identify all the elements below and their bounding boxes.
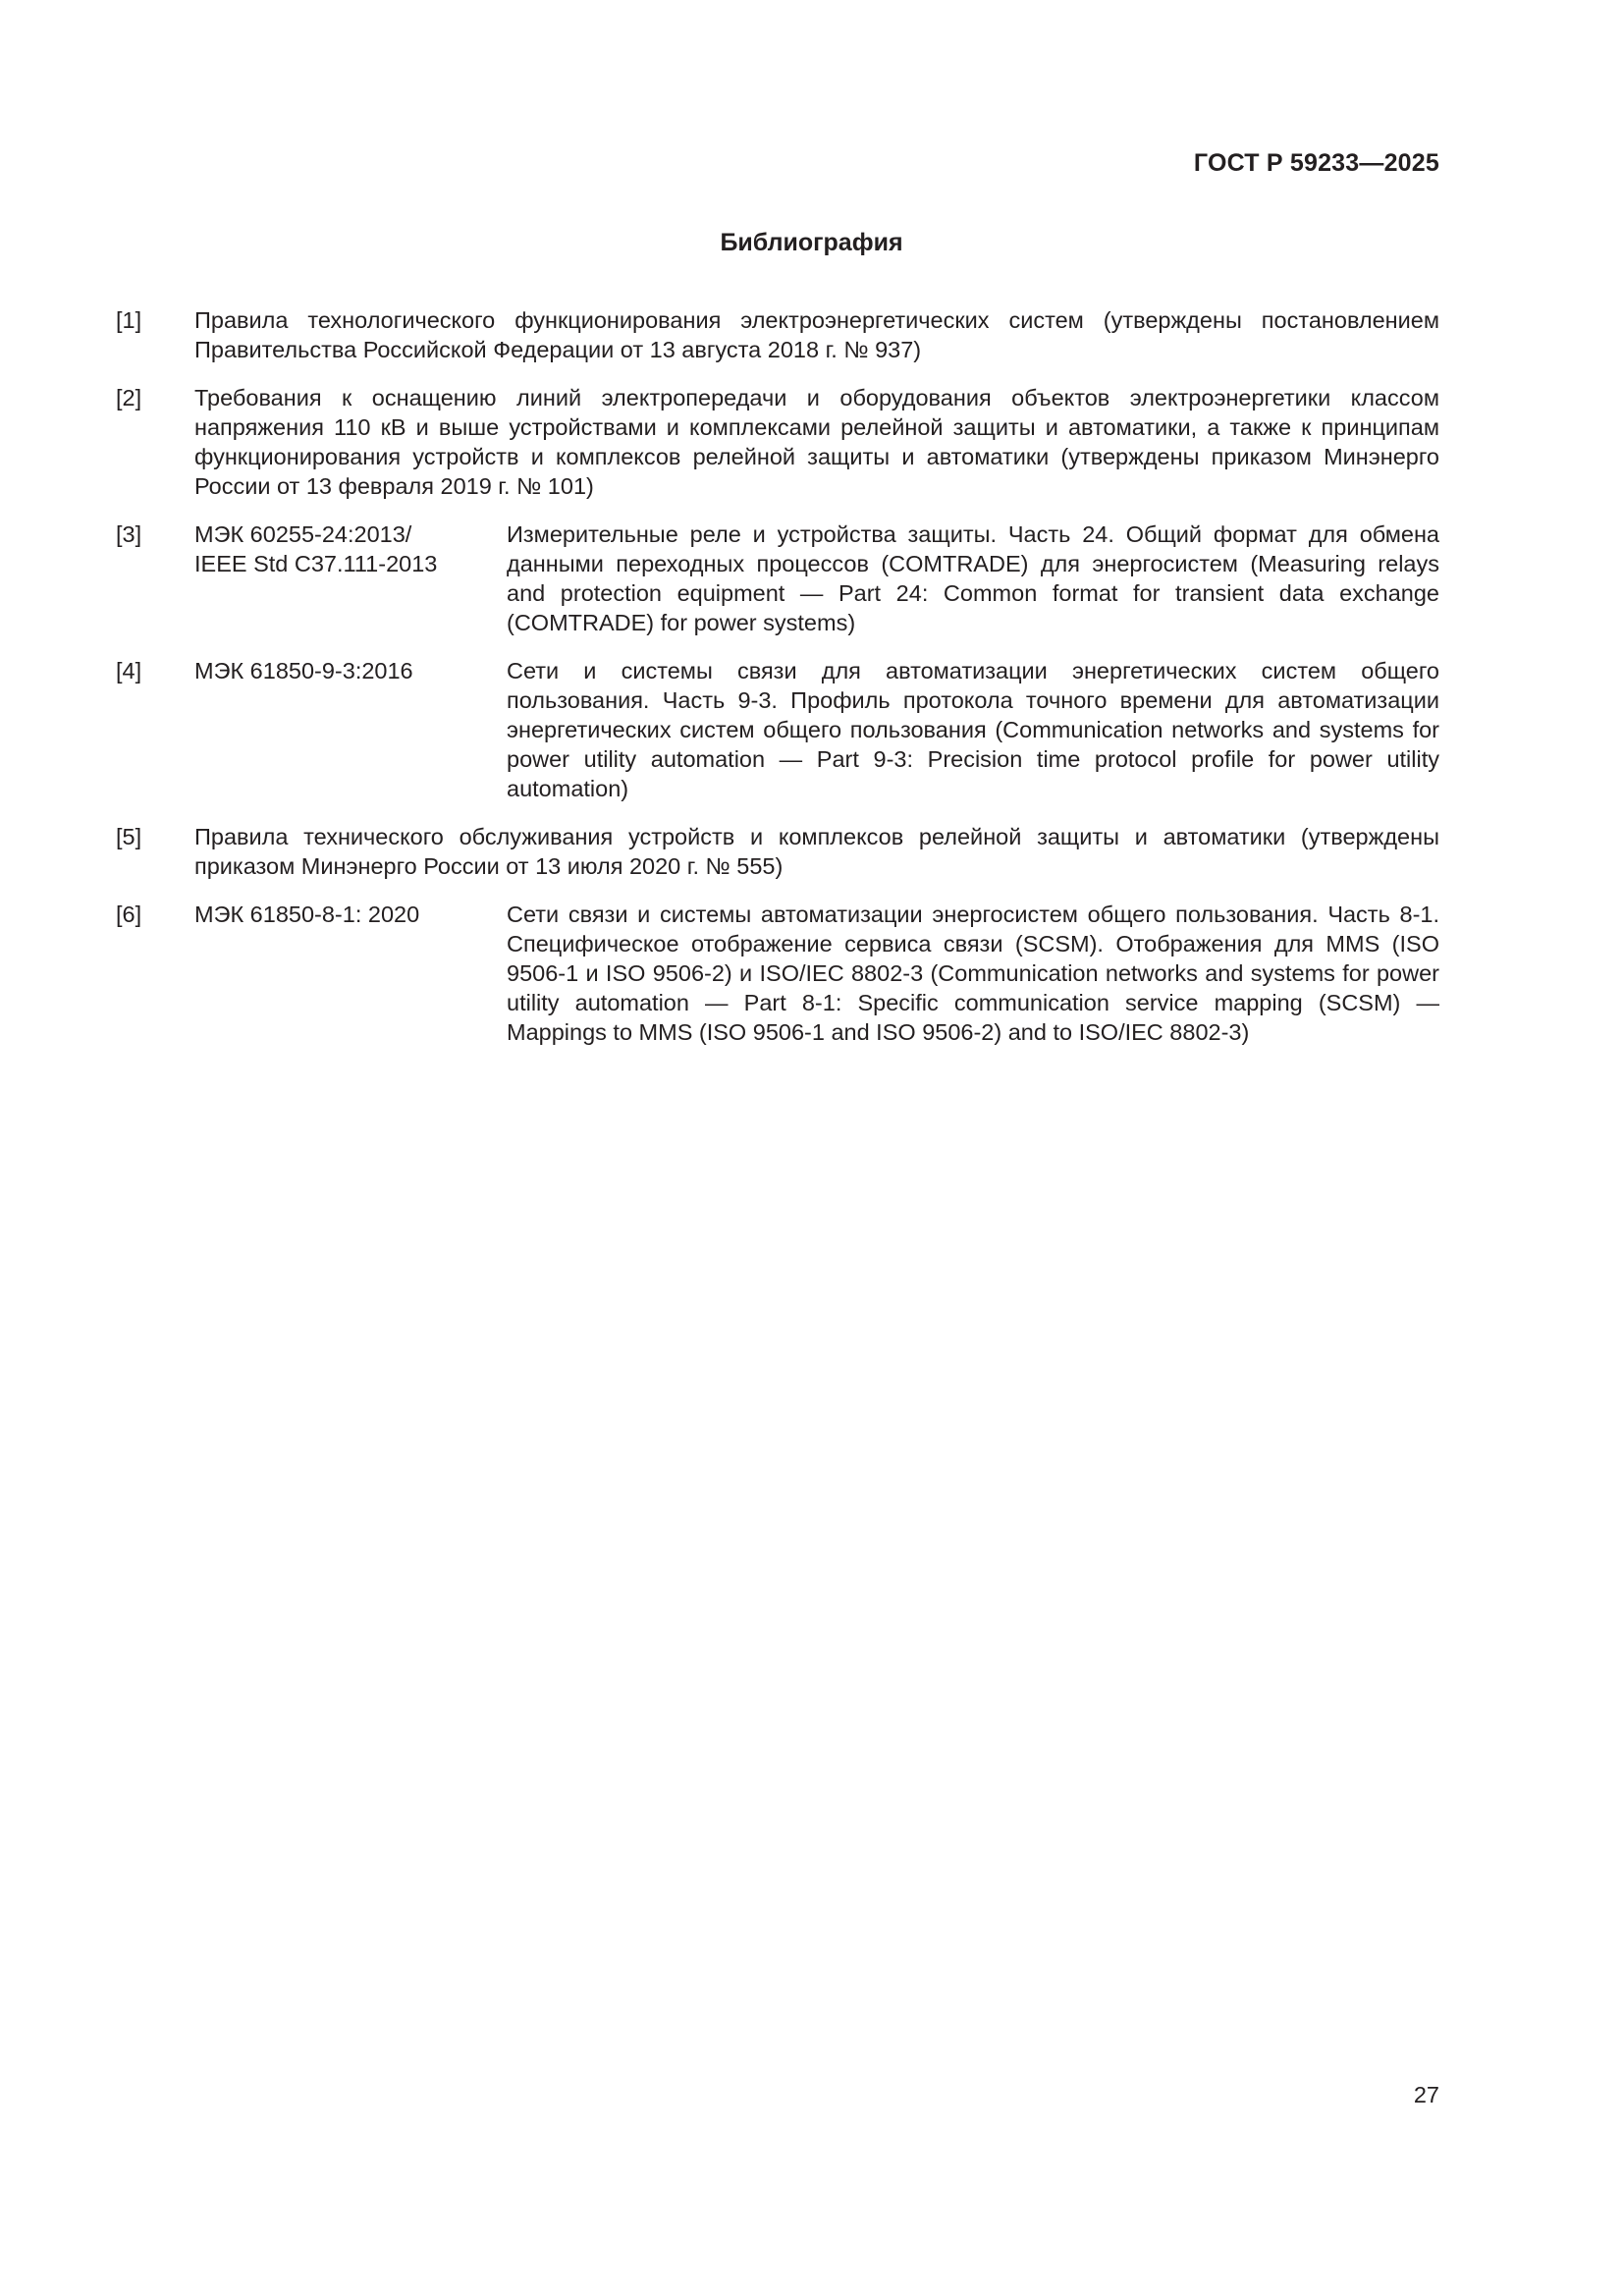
entry-description: Сети связи и системы автоматизации энергосистем общего пользования. Часть 8-1. Специфическое отображение сервиса связи (SCSM). Отображения для MMS (ISO 9506-1 и ISO 9506-2) и ISO/IEC 8802-3 (Communication networks and systems for power utility automation — Part 8-1: Specific communication service mapping (SCSM) — Mappings to MMS (ISO 9506-1 and ISO 9506-2) and to ISO/IEC 8802-3) <box>507 902 1439 1045</box>
entry-text: Правила технического обслуживания устройств и комплексов релейной защиты и автоматики (утверждены приказом Минэнерго России от 13 июля 2020 г. № 555) <box>194 824 1439 879</box>
entry-number: [6] <box>116 902 142 927</box>
entry-text: Требования к оснащению линий электропередачи и оборудования объектов электроэнергетики классом напряжения 110 кВ и выше устройствами и комплексами релейной защиты и автоматики, а также к принципам функционирования устройств и комплексов релейной защиты и автоматики (утверждены приказом Минэнерго России от 13 февраля 2019 г. № 101) <box>194 385 1439 499</box>
entry-description: Измерительные реле и устройства защиты. Часть 24. Общий формат для обмена данными переходных процессов (COMTRADE) для энергосистем (Measuring relays and protection equipment — Part 24: Common format for transient data exchange (COMTRADE) for power systems) <box>507 521 1439 635</box>
entry-number: [4] <box>116 658 142 683</box>
entry-standard-code: МЭК 61850-9-3:2016 <box>194 658 413 683</box>
bibliography-entry-2 <box>116 383 1439 501</box>
document-id-header: ГОСТ Р 59233—2025 <box>1193 149 1439 177</box>
bibliography-entry-1 <box>116 305 1439 364</box>
entry-standard-code: МЭК 60255-24:2013/ IEEE Std C37.111-2013 <box>194 521 438 576</box>
entry-number: [1] <box>116 307 142 333</box>
entry-text: Правила технологического функционирования электроэнергетических систем (утверждены постановлением Правительства Российской Федерации от 13 августа 2018 г. № 937) <box>194 307 1439 362</box>
section-title: Библиография <box>720 229 903 256</box>
bibliography-entry-6 <box>116 900 1439 1047</box>
bibliography-list <box>116 305 1439 1066</box>
entry-description: Сети и системы связи для автоматизации энергетических систем общего пользования. Часть 9-3. Профиль протокола точного времени для автоматизации энергетических систем общего пользования (Communication networks and systems for power utility automation — Part 9-3: Precision time protocol profile for power utility automation) <box>507 658 1439 801</box>
bibliography-entry-5 <box>116 822 1439 881</box>
entry-number: [3] <box>116 521 142 547</box>
entry-number: [5] <box>116 824 142 849</box>
bibliography-entry-3 <box>116 519 1439 637</box>
entry-number: [2] <box>116 385 142 410</box>
bibliography-entry-4 <box>116 656 1439 803</box>
entry-standard-code: МЭК 61850-8-1: 2020 <box>194 902 420 927</box>
page-number: 27 <box>1413 2082 1439 2107</box>
